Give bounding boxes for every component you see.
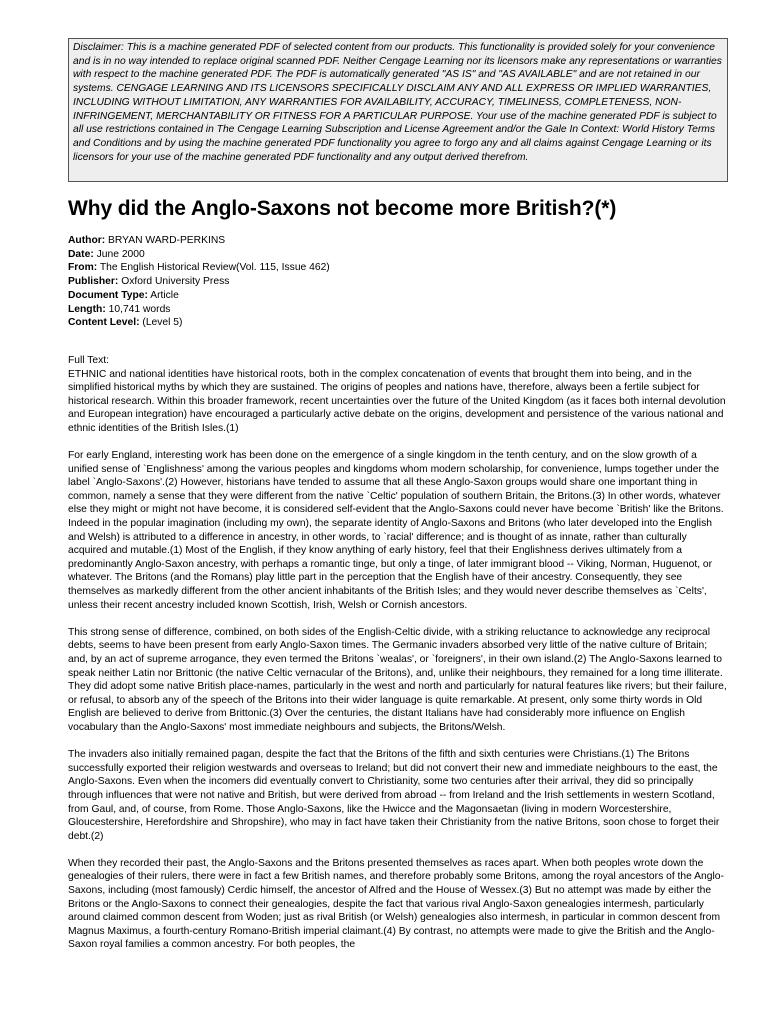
meta-source — [68, 261, 728, 275]
body-paragraph: ETHNIC and national identities have historical roots, both in the complex concatenation of events that brought them into being, and in the simplified historical myths by which they are sustained. The origins of peoples and nations have, therefore, always been a fertile subject for historical research. Within this broader framework, recent uncertainties over the future of the United Kingdom (as it faces both internal devolution and European integration) have encouraged a particularly active debate on the origins, development and persistence of the various national and ethnic identities of the British Isles.(1) — [68, 368, 726, 434]
meta-document-type-label: Document Type: — [68, 289, 148, 301]
meta-author-value: BRYAN WARD-PERKINS — [108, 235, 226, 246]
disclaimer-box: Disclaimer: This is a machine generated PDF of selected content from our products. This functionality is provided solely for your convenience and is in no way intended to replace original scanned PDF. Neither Cengage Learning nor its licensors make any representations or warranties with respect to the machine generated PDF. The PDF is automatically generated "AS IS" and "AS AVAILABLE" and are not retained in our systems. CENGAGE LEARNING AND ITS LICENSORS SPECIFICALLY DISCLAIM ANY AND ALL EXPRESS OR IMPLIED WARRANTIES, INCLUDING WITHOUT LIMITATION, ANY WARRANTIES FOR AVAILABILITY, ACCURACY, TIMELINESS, COMPLETENESS, NON-INFRINGEMENT, MERCHANTABILITY OR FITNESS FOR A PARTICULAR PURPOSE. Your use of the machine generated PDF is subject to all use restrictions contained in The Cengage Learning Subscription and License Agreement and/or the Gale In Context: World History Terms and Conditions and by using the machine generated PDF functionality you agree to forgo any and all claims against Cengage Learning or its licensors for your use of the machine generated PDF functionality and any output derived therefrom. — [68, 38, 728, 182]
meta-content-level-label: Content Level: — [68, 317, 140, 329]
article-body — [68, 354, 728, 952]
meta-content-level-value: (Level 5) — [142, 317, 183, 329]
meta-publisher — [68, 275, 728, 289]
body-paragraph: This strong sense of difference, combined, on both sides of the English-Celtic divide, with a striking reluctance to acknowledge any reciprocal debts, seems to have been present from early Anglo-Saxon times. The Germanic invaders absorbed very little of the native culture of Britain; and, by an act of supreme arrogance, they even termed the Britons `wealas', or `foreigners', in their own island.(2) The Anglo-Saxons learned to speak neither Latin nor Brittonic (the native Celtic vernacular of the Britons), and, unlike their neighbours, they remained for a long time illiterate. They did adopt some native British place-names, particularly in the west and north and particularly for natural features like rivers; but their failure, or refusal, to absorb any of the speech of the Britons into their wider language is quite remarkable. At present, only some thirty words in Old English are believed to derive from Brittonic.(3) Over the centuries, the distant Italians have had considerably more influence on English vocabulary than the Anglo-Saxons' most immediate neighbours and subjects, the Britons/Welsh. — [68, 626, 727, 733]
body-paragraph: The invaders also initially remained pagan, despite the fact that the Britons of the fifth and sixth centuries were Christians.(1) The Britons successfully exported their religion westwards and overseas to Ireland; but did not convert their new and immediate neighbours to the east, the Anglo-Saxons. Even when the incomers did eventually convert to Christianity, some two centuries after their arrival, they did so principally through influences that were not native and British, but were derived from abroad -- from Ireland and the Irish settlements in western Scotland, from Gaul, and, of course, from Rome. Those Anglo-Saxons, like the Hwicce and the Magonsaetan (living in modern Worcestershire, Gloucestershire, Herefordshire and Shropshire), who may in fact have taken their Christianity from the native Britons, soon chose to forget their debt.(2) — [68, 749, 720, 842]
meta-date-value: June 2000 — [96, 248, 145, 260]
meta-content-level — [68, 316, 728, 330]
meta-source-value: The English Historical Review(Vol. 115, Issue 462) — [99, 262, 330, 274]
meta-date-label: Date: — [68, 248, 94, 260]
meta-publisher-value: Oxford University Press — [121, 276, 230, 288]
body-paragraph: For early England, interesting work has been done on the emergence of a single kingdom in the tenth century, and on the slow growth of a unified sense of `Englishness' among the various peoples and kingdoms whom modern scholarship, for convenience, lumps together under the label `Anglo-Saxons'.(2) However, historians have tended to assume that all these Anglo-Saxon groups would share one important thing in common, namely a sense that they were different from the native `Celtic' population of southern Britain, the Britons.(3) In other words, whatever else they might or might not have become, it is considered self-evident that the Anglo-Saxons could never have become `British' like the Britons. Indeed in the popular imagination (including my own), the separate identity of Anglo-Saxons and Britons (who later developed into the English and Welsh) is attributed to a difference in ancestry, in other words, to `racial' difference; and is thought of as innate, rather than culturally acquired and mutable.(1) Most of the English, if they know anything of early history, feel that their Englishness derives ultimately from a predominantly Anglo-Saxon ancestry, with perhaps a romantic tinge, but only a tinge, of later immigrant blood -- Viking, Norman, Huguenot, or whatever. The Britons (and the Romans) play little part in the perception that the English have of their ancestry. Consequently, they see themselves as markedly different from the other ancient inhabitants of the British Isles; and they would never describe themselves as `Celts', unless their recent ancestry included known Scottish, Irish, Welsh or Cornish ancestors. — [68, 450, 724, 611]
full-text-label: Full Text: — [68, 354, 110, 366]
meta-length-label: Length: — [68, 303, 106, 315]
body-paragraph: When they recorded their past, the Anglo-Saxons and the Britons presented themselves as races apart. When both peoples wrote down the genealogies of their rulers, there were in fact a few British names, and therefore probably some Britons, among the royal ancestors of the Anglo-Saxons, including (most famously) Cerdic himself, the ancestor of Alfred and the House of Wessex.(3) But no attempt was made by either the Britons or the Anglo-Saxons to connect their genealogies, despite the fact that various rival Anglo-Saxon genealogies intermesh, particularly around claimed common descent from Woden; just as rival British (or Welsh) genealogies also intermesh, in particular in common descent from Magnus Maximus, a fourth-century Romano-British imperial claimant.(4) By contrast, no attempts were made to give the British and the Anglo-Saxon royal families a common ancestry. For both peoples, the — [68, 857, 724, 951]
document-page — [68, 38, 728, 966]
meta-date — [68, 248, 728, 262]
meta-document-type — [68, 289, 728, 303]
meta-document-type-value: Article — [150, 289, 179, 301]
article-title: Why did the Anglo-Saxons not become more British?(*) — [68, 197, 617, 220]
meta-author — [68, 234, 728, 248]
meta-length — [68, 303, 728, 317]
article-metadata — [68, 234, 728, 330]
meta-source-label: From: — [68, 262, 98, 274]
meta-publisher-label: Publisher: — [68, 276, 119, 288]
meta-author-label: Author: — [68, 235, 106, 246]
meta-length-value: 10,741 words — [108, 303, 171, 315]
